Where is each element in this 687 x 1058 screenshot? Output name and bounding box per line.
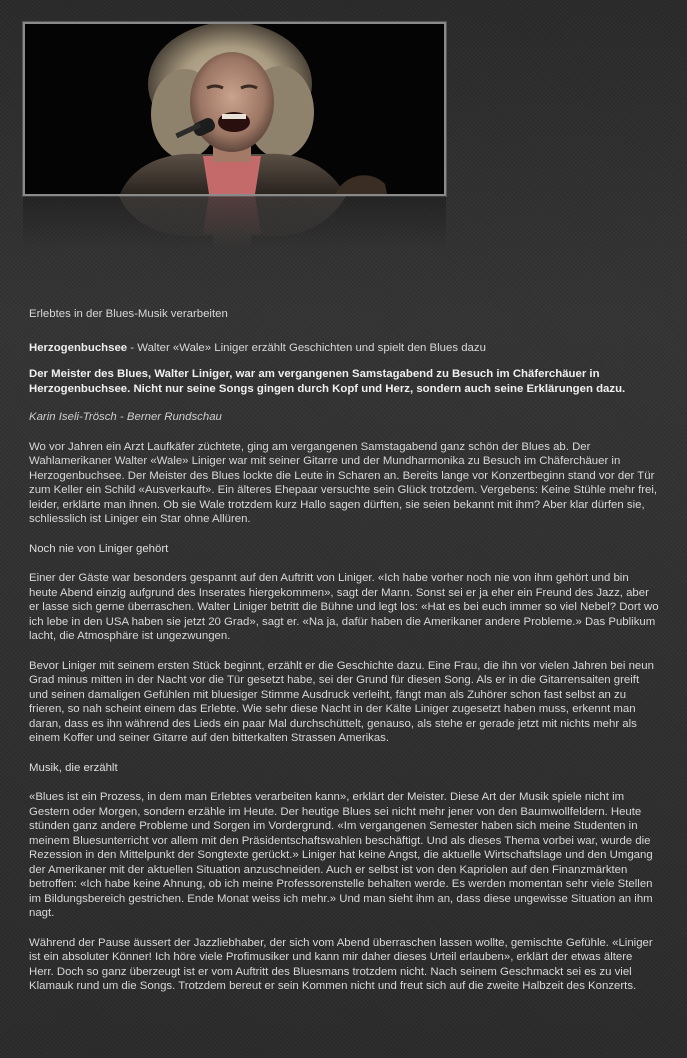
article-paragraph: Wo vor Jahren ein Arzt Laufkäfer züchtete, ging am vergangenen Samstagabend ganz schön der Blues ab. Der Wahlamerikaner Walter «Wale» Liniger war mit seiner Gitarre und der Mundharmonika zu Besuch im Chäferchäuer in Herzogenbuchsee. Der Meister des Blues lockte die Leute in Scharen an. Bereits lange vor Konzertbeginn stand vor der Tür zum Keller ein Schild «Ausverkauft». Ein älteres Ehepaar versuchte sein Glück trotzdem. Vergebens: Keine Stühle mehr frei, leider, erklärte man ihnen. Ob sie Wale trotzdem kurz Hallo sagen dürften, sie seien bekannt mit ihm? Aber klar dürfen sie, schliesslich ist Liniger ein Star ohne Allüren. bbox=[29, 440, 658, 525]
article-author: Karin Iseli-Trösch - Berner Rundschau bbox=[29, 411, 222, 423]
article-body bbox=[29, 307, 659, 1009]
article-paragraph: Während der Pause äussert der Jazzliebhaber, der sich vom Abend überraschen lassen wollte, gemischte Gefühle. «Liniger ist ein absoluter Könner! Ich höre viele Profimusiker und kann mir daher dieses Urteil erlauben», erklärt der etwas ältere Herr. Doch so ganz überzeugt ist er vom Auftritt des Bluesmans trotzdem nicht. Nach seinem Geschmackt sei es zu viel Klamauk rund um die Songs. Trotzdem bereut er sein Kommen nicht und freut sich auf die zweite Halbzeit des Konzerts. bbox=[29, 936, 653, 992]
dateline-place: Herzogenbuchsee bbox=[29, 341, 128, 354]
dateline-teaser: Walter «Wale» Liniger erzählt Geschichten und spielt den Blues dazu bbox=[137, 341, 486, 354]
article-subhead: Noch nie von Liniger gehört bbox=[29, 542, 169, 555]
dateline-separator: - bbox=[127, 341, 138, 354]
article-lead: Der Meister des Blues, Walter Liniger, war am vergangenen Samstagabend zu Besuch im Chäferchäuer in Herzogenbuchsee. Nicht nur seine Songs gingen durch Kopf und Herz, sondern auch seine Erklärungen dazu. bbox=[29, 368, 626, 395]
article-paragraph: «Blues ist ein Prozess, in dem man Erlebtes verarbeiten kann», erklärt der Meister. Diese Art der Musik spiele nicht im Gestern oder Morgen, sondern erzähle im Heute. Der heutige Blues sei nicht mehr jener von den Baumwollfeldern. Heute stünden ganz andere Probleme und Sorgen im Vordergrund. «Im vergangenen Semester haben sich meine Studenten in meinem Bluesunterricht vor allem mit den Präsidentschaftswahlen beschäftigt. Und als dieses Thema vorbei war, wurde die Rezession in den Mittelpunkt der Songtexte gerückt.» Liniger hat keine Angst, die aktuelle Wirtschaftslage und den Umgang der Amerikaner mit der aktuellen Situation anzuschneiden. Auch er selbst ist von den Kapriolen auf den Finanzmärkten betroffen: «Ich habe keine Ahnung, ob ich meine Professorenstelle behalten werde. Es werden momentan sehr viele Stellen im Bildungsbereich gestrichen. Ende Monat weiss ich mehr.» Und man sieht ihm an, dass diese ungewisse Situation an ihm nagt. bbox=[29, 791, 653, 919]
article-kicker: Erlebtes in der Blues-Musik verarbeiten bbox=[29, 308, 228, 320]
article-dateline bbox=[29, 341, 659, 356]
article-photo bbox=[23, 22, 446, 196]
photo-reflection bbox=[23, 196, 446, 248]
article-subhead: Musik, die erzählt bbox=[29, 761, 118, 774]
article-paragraph: Einer der Gäste war besonders gespannt auf den Auftritt von Liniger. «Ich habe vorher noch nie von ihm gehört und bin heute Abend einzig aufgrund des Inserates hiergekommen», sagt der Mann. Sonst sei er ja eher ein Freund des Jazz, aber er lasse sich gerne überraschen. Walter Liniger betritt die Bühne und legt los: «Hat es bei euch immer so viel Nebel? Dort wo ich lebe in den USA haben sie jetzt 20 Grad», sagt er. «Na ja, dafür haben die Amerikaner andere Probleme.» Das Publikum lacht, die Atmosphäre ist ungezwungen. bbox=[29, 572, 659, 642]
article-paragraph: Bevor Liniger mit seinem ersten Stück beginnt, erzählt er die Geschichte dazu. Eine Frau, die ihn vor vielen Jahren bei neun Grad minus mitten in der Nacht vor die Tür gesetzt habe, sei der Grund für diesen Song. Als er in die Gitarrensaiten greift und seinen damaligen Gefühlen mit bluesiger Stimme Ausdruck verleiht, fängt man als Zuhörer schon fast selbst an zu frieren, so nah scheint einem das Erlebte. Wie sehr diese Nacht in der Kälte Liniger zugesetzt haben muss, erkennt man daran, dass es ihn während des Lieds ein paar Mal durchschüttelt, genauso, als stehe er gerade jetzt mit nichts mehr als einem Koffer und seiner Gitarre auf den bitterkalten Strassen Amerikas. bbox=[29, 659, 654, 744]
